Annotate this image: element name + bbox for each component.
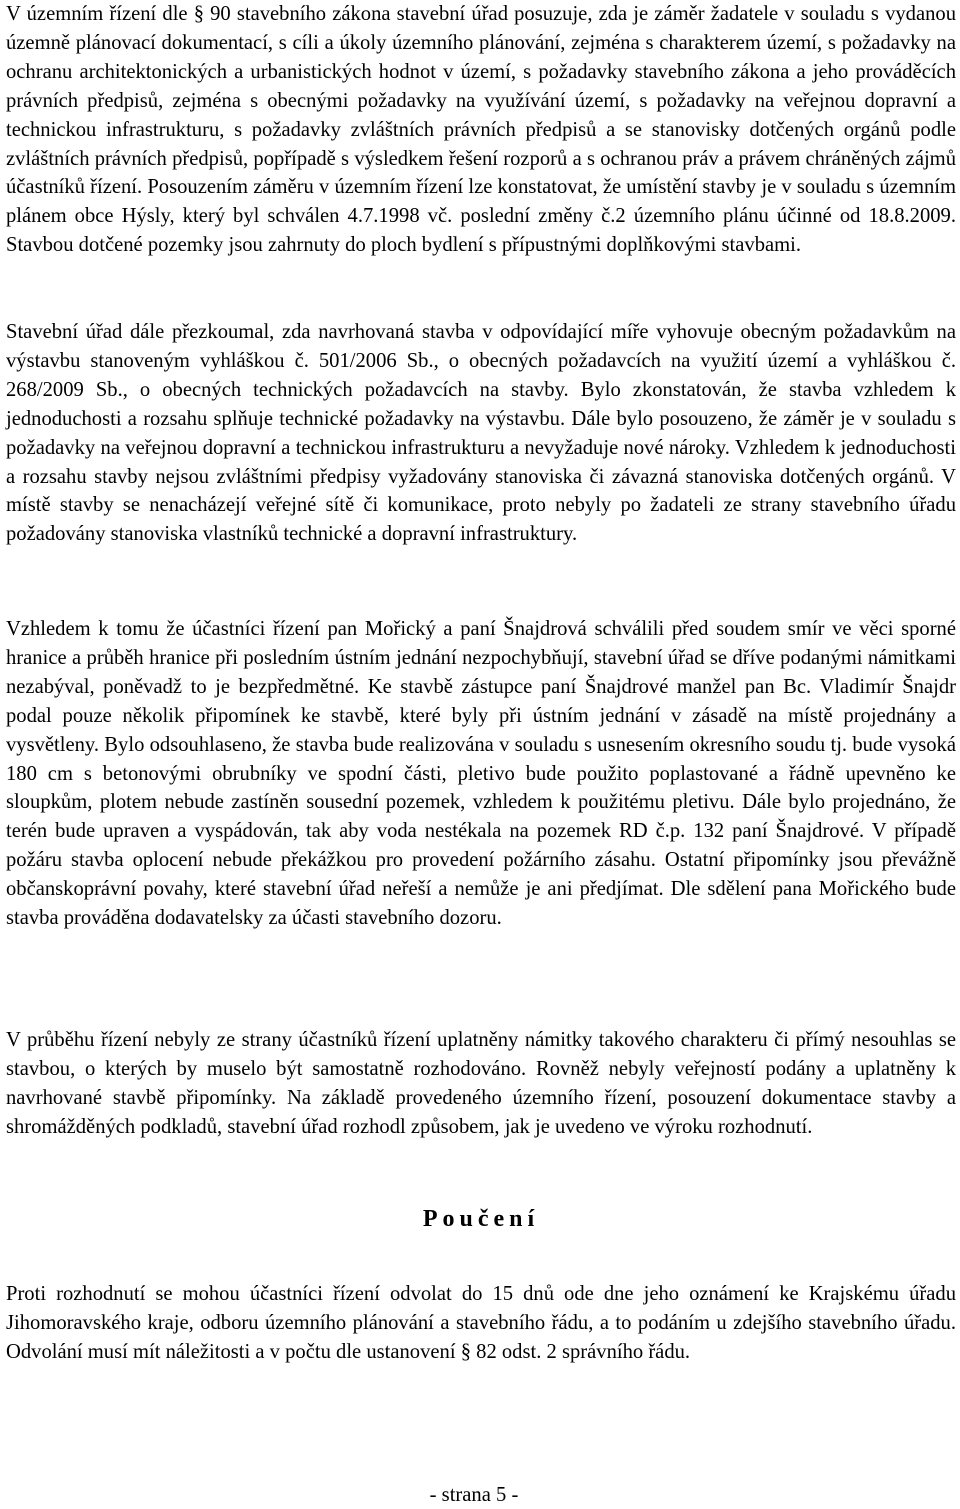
- paragraph-participants-objections: Vzhledem k tomu že účastníci řízení pan Mořický a paní Šnajdrová schválili před soudem smír ve věci sporné hranice a průběh hranice při posledním ústním jednání nezpochybňují, stavební úřad se dříve podanými námitkami nezabýval, poněvadž to je bezpředmětné. Ke stavbě zástupce paní Šnajdrové manžel pan Bc. Vladimír Šnajdr podal pouze několik připomínek ke stavbě, které byly při ústním jednání v zásadě na místě projednány a vysvětleny. Bylo odsouhlaseno, že stavba bude realizována v souladu s usnesením okresního soudu tj. bude vysoká 180 cm s betonovými obrubníky ve spodní části, pletivo bude použito poplastované a řádně upevněno ke sloupkům, plotem nebude zastíněn sousední pozemek, vzhledem k použitému pletivu. Dále bylo projednáno, že terén bude upraven a vyspádován, tak aby voda nestékala na pozemek RD č.p. 132 paní Šnajdrové. V případě požáru stavba oplocení nebude překážkou pro provedení požárního zásahu. Ostatní připomínky jsou převážně občanskoprávní povahy, které stavební úřad neřeší a nemůže je ani předjímat. Dle sdělení pana Mořického bude stavba prováděna dodavatelsky za účasti stavebního dozoru.: [6, 618, 956, 930]
- page-number: - strana 5 -: [429, 1484, 519, 1506]
- paragraph-spatial-assessment: V územním řízení dle § 90 stavebního zákona stavební úřad posuzuje, zda je záměr žadatele v souladu s vydanou územně plánovací dokumentací, s cíli a úkoly územního plánování, zejména s charakterem území, s požadavky na ochranu architektonických a urbanistických hodnot v území, s požadavky stavebního zákona a jeho prováděcích právních předpisů, zejména s obecnými požadavky na využívání území, s požadavky na veřejnou dopravní a technickou infrastrukturu, s požadavky zvláštních právních předpisů a se stanovisky dotčených orgánů podle zvláštních právních předpisů, popřípadě s výsledkem řešení rozporů a s ochranou práv a právem chráněných zájmů účastníků řízení. Posouzením záměru v územním řízení lze konstatovat, že umístění stavby je v souladu s územním plánem obce Hýsly, který byl schválen 4.7.1998 vč. poslední změny č.2 územního plánu účinné od 18.8.2009. Stavbou dotčené pozemky jsou zahrnuty do ploch bydlení s přípustnými doplňkovými stavbami.: [6, 3, 956, 257]
- section-heading-pouceni: Poučení: [422, 1206, 540, 1232]
- paragraph-appeal-instruction: Proti rozhodnutí se mohou účastníci řízení odvolat do 15 dnů ode dne jeho oznámení ke Krajskému úřadu Jihomoravského kraje, odboru územního plánování a stavebního řádu, a to podáním u zdejšího stavebního úřadu. Odvolání musí mít náležitosti a v počtu dle ustanovení § 82 odst. 2 správního řádu.: [6, 1283, 956, 1363]
- paragraph-decision-summary: V průběhu řízení nebyly ze strany účastníků řízení uplatněny námitky takového charakteru či přímý nesouhlas se stavbou, o kterých by muselo být samostatně rozhodováno. Rovněž nebyly veřejností podány a uplatněny k navrhované stavbě připomínky. Na základě provedeného územního řízení, posouzení dokumentace stavby a shromážděných podkladů, stavební úřad rozhodl způsobem, jak je uvedeno ve výroku rozhodnutí.: [6, 1029, 956, 1138]
- paragraph-technical-requirements: Stavební úřad dále přezkoumal, zda navrhovaná stavba v odpovídající míře vyhovuje obecným požadavkům na výstavbu stanoveným vyhláškou č. 501/2006 Sb., o obecných požadavcích na využití území a vyhláškou č. 268/2009 Sb., o obecných technických požadavcích na stavby. Bylo zkonstatován, že stavba vzhledem k jednoduchosti a rozsahu splňuje technické požadavky na výstavbu. Dále bylo posouzeno, že záměr je v souladu s požadavky na veřejnou dopravní a technickou infrastrukturu a nevyžaduje nové nároky. Vzhledem k jednoduchosti a rozsahu stavby nejsou zvláštními předpisy vyžadovány stanoviska či závazná stanoviska dotčených orgánů. V místě stavby se nenacházejí veřejné sítě či komunikace, proto nebyly po žadateli ze strany stavebního úřadu požadovány stanoviska vlastníků technické a dopravní infrastruktury.: [6, 321, 956, 546]
